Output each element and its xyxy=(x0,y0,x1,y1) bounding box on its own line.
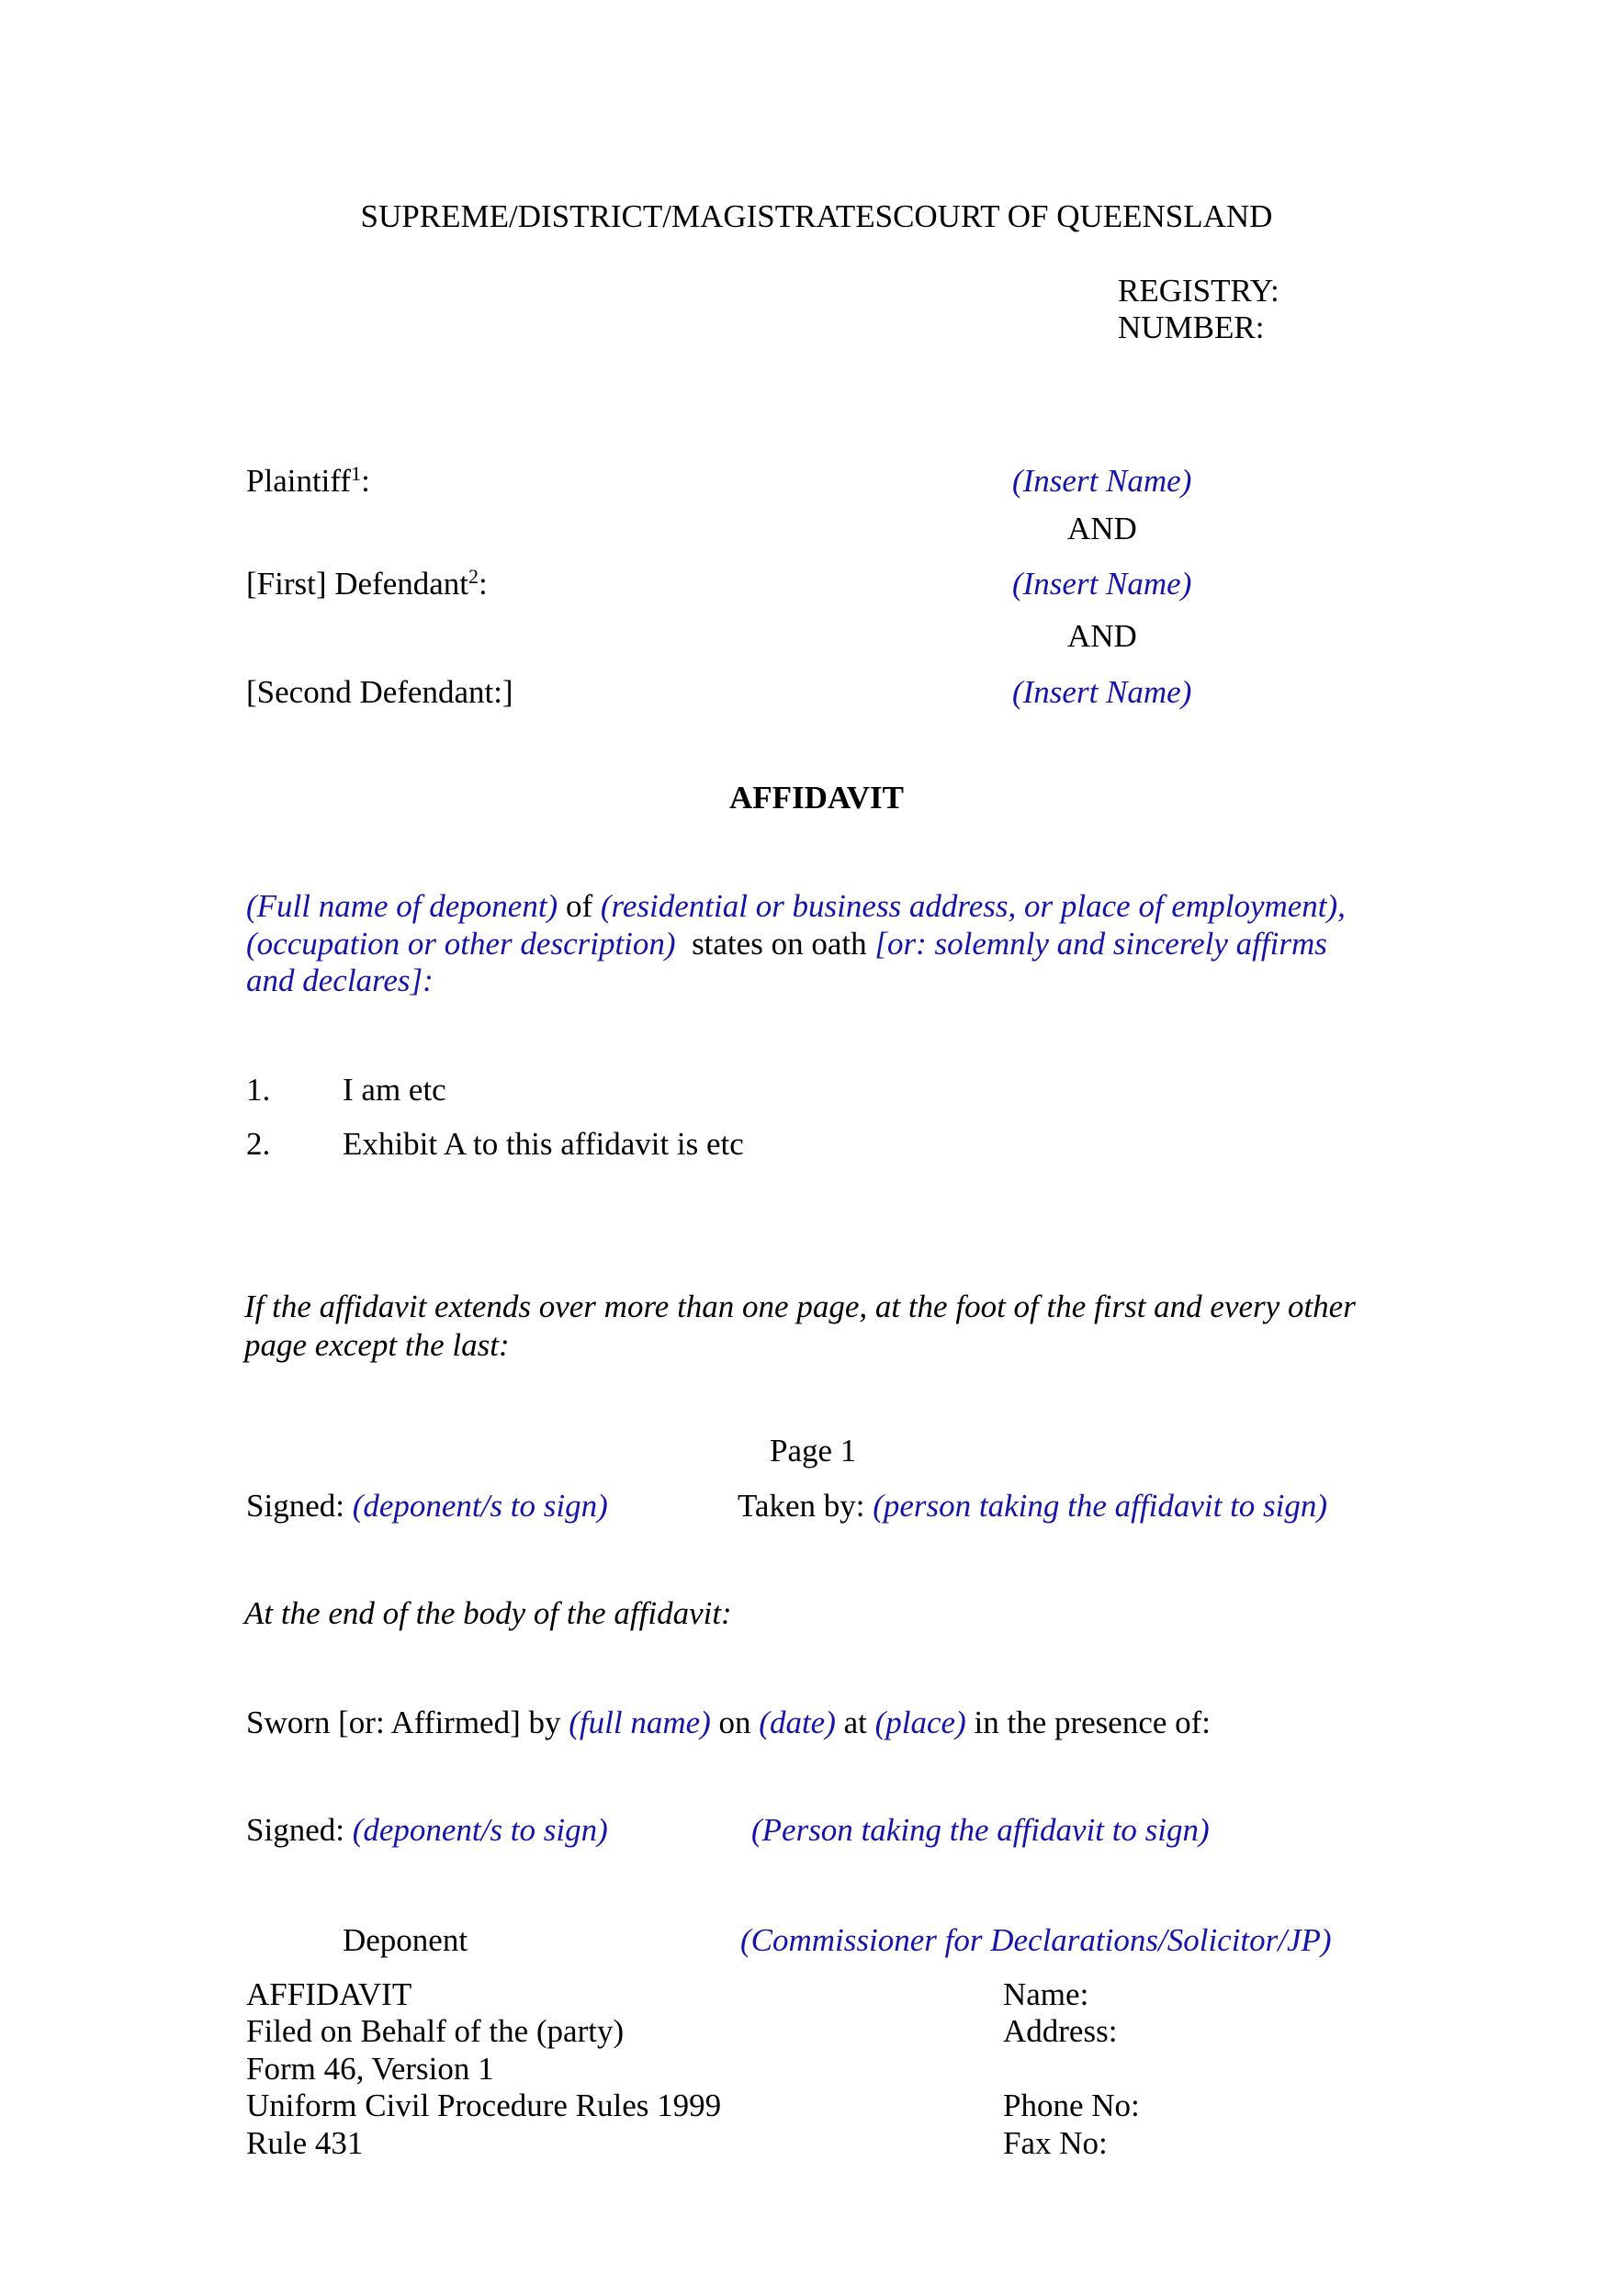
page-footer-signed xyxy=(246,1490,608,1522)
deponent-sign-placeholder: (deponent/s to sign) xyxy=(352,1812,608,1848)
backsheet-line: Form 46, Version 1 xyxy=(246,2051,494,2087)
and-separator: AND xyxy=(1067,618,1137,654)
registry-label: REGISTRY: xyxy=(1118,273,1279,309)
footnote-ref-2: 2 xyxy=(468,565,479,588)
backsheet-line: Filed on Behalf of the (party) xyxy=(246,2013,625,2049)
paragraph-text: Exhibit A to this affidavit is etc xyxy=(343,1126,744,1162)
signed-label: Signed: xyxy=(246,1812,344,1848)
at-text: at xyxy=(843,1705,867,1740)
second-defendant-label: [Second Defendant:] xyxy=(246,674,513,710)
occupation-placeholder: (occupation or other description) xyxy=(246,926,676,962)
plaintiff-name-placeholder: (Insert Name) xyxy=(1012,463,1192,499)
taker-sign-placeholder: (person taking the affidavit to sign) xyxy=(873,1488,1328,1524)
multi-page-instruction-line-2: page except the last: xyxy=(244,1327,510,1363)
backsheet-line: Rule 431 xyxy=(246,2125,364,2161)
place-placeholder: (place) xyxy=(874,1705,966,1740)
jurat-signed xyxy=(246,1814,608,1846)
plaintiff-text: Plaintiff xyxy=(246,463,352,499)
deponent-sign-placeholder: (deponent/s to sign) xyxy=(352,1488,608,1524)
colon: : xyxy=(479,566,488,602)
person-taking-placeholder: (Person taking the affidavit to sign) xyxy=(751,1812,1210,1848)
address-placeholder: (residential or business address, or place of employment), xyxy=(600,888,1346,924)
intro-line-2 xyxy=(246,928,1327,960)
phone-label: Phone No: xyxy=(1003,2088,1140,2123)
intro-line-3: and declares]: xyxy=(246,962,434,998)
paragraph-text: I am etc xyxy=(343,1072,446,1108)
commissioner-placeholder: (Commissioner for Declarations/Solicitor/JP) xyxy=(740,1922,1332,1958)
plaintiff-label xyxy=(246,462,370,499)
colon: : xyxy=(361,463,370,499)
and-separator: AND xyxy=(1067,511,1137,546)
full-name-placeholder: (Full name of deponent) xyxy=(246,888,558,924)
on-text: on xyxy=(718,1705,751,1740)
first-defendant-name-placeholder: (Insert Name) xyxy=(1012,566,1192,602)
page-number: Page 1 xyxy=(770,1433,857,1469)
end-of-body-instruction: At the end of the body of the affidavit: xyxy=(244,1595,732,1631)
court-heading: SUPREME/DISTRICT/MAGISTRATESCOURT OF QUEENSLAND xyxy=(360,198,1273,234)
multi-page-instruction-line-1: If the affidavit extends over more than one page, at the foot of the first and every other xyxy=(244,1289,1356,1324)
document-title: AFFIDAVIT xyxy=(729,780,904,816)
name-label: Name: xyxy=(1003,1976,1089,2012)
first-defendant-text: [First] Defendant xyxy=(246,566,469,602)
full-name-placeholder: (full name) xyxy=(569,1705,711,1740)
footnote-ref-1: 1 xyxy=(351,462,362,485)
number-label: NUMBER: xyxy=(1118,310,1265,345)
signed-label: Signed: xyxy=(246,1488,344,1524)
paragraph-number: 2. xyxy=(246,1126,271,1162)
sworn-text: Sworn [or: Affirmed] by xyxy=(246,1705,561,1740)
affirm-alternative: [or: solemnly and sincerely affirms xyxy=(874,926,1327,962)
taken-by-label: Taken by: xyxy=(738,1488,865,1524)
paragraph-number: 1. xyxy=(246,1072,271,1108)
fax-label: Fax No: xyxy=(1003,2125,1108,2161)
address-label: Address: xyxy=(1003,2013,1118,2049)
first-defendant-label xyxy=(246,565,488,602)
page-footer-taken-by xyxy=(738,1490,1327,1522)
presence-text: in the presence of: xyxy=(974,1705,1212,1740)
states-on-oath-text: states on oath xyxy=(692,926,867,962)
intro-line-1 xyxy=(246,890,1346,922)
deponent-label: Deponent xyxy=(343,1922,468,1958)
second-defendant-name-placeholder: (Insert Name) xyxy=(1012,674,1192,710)
backsheet-line: Uniform Civil Procedure Rules 1999 xyxy=(246,2088,722,2123)
jurat-line xyxy=(246,1706,1211,1739)
of-text: of xyxy=(558,888,601,924)
backsheet-line: AFFIDAVIT xyxy=(246,1976,412,2012)
date-placeholder: (date) xyxy=(759,1705,836,1740)
